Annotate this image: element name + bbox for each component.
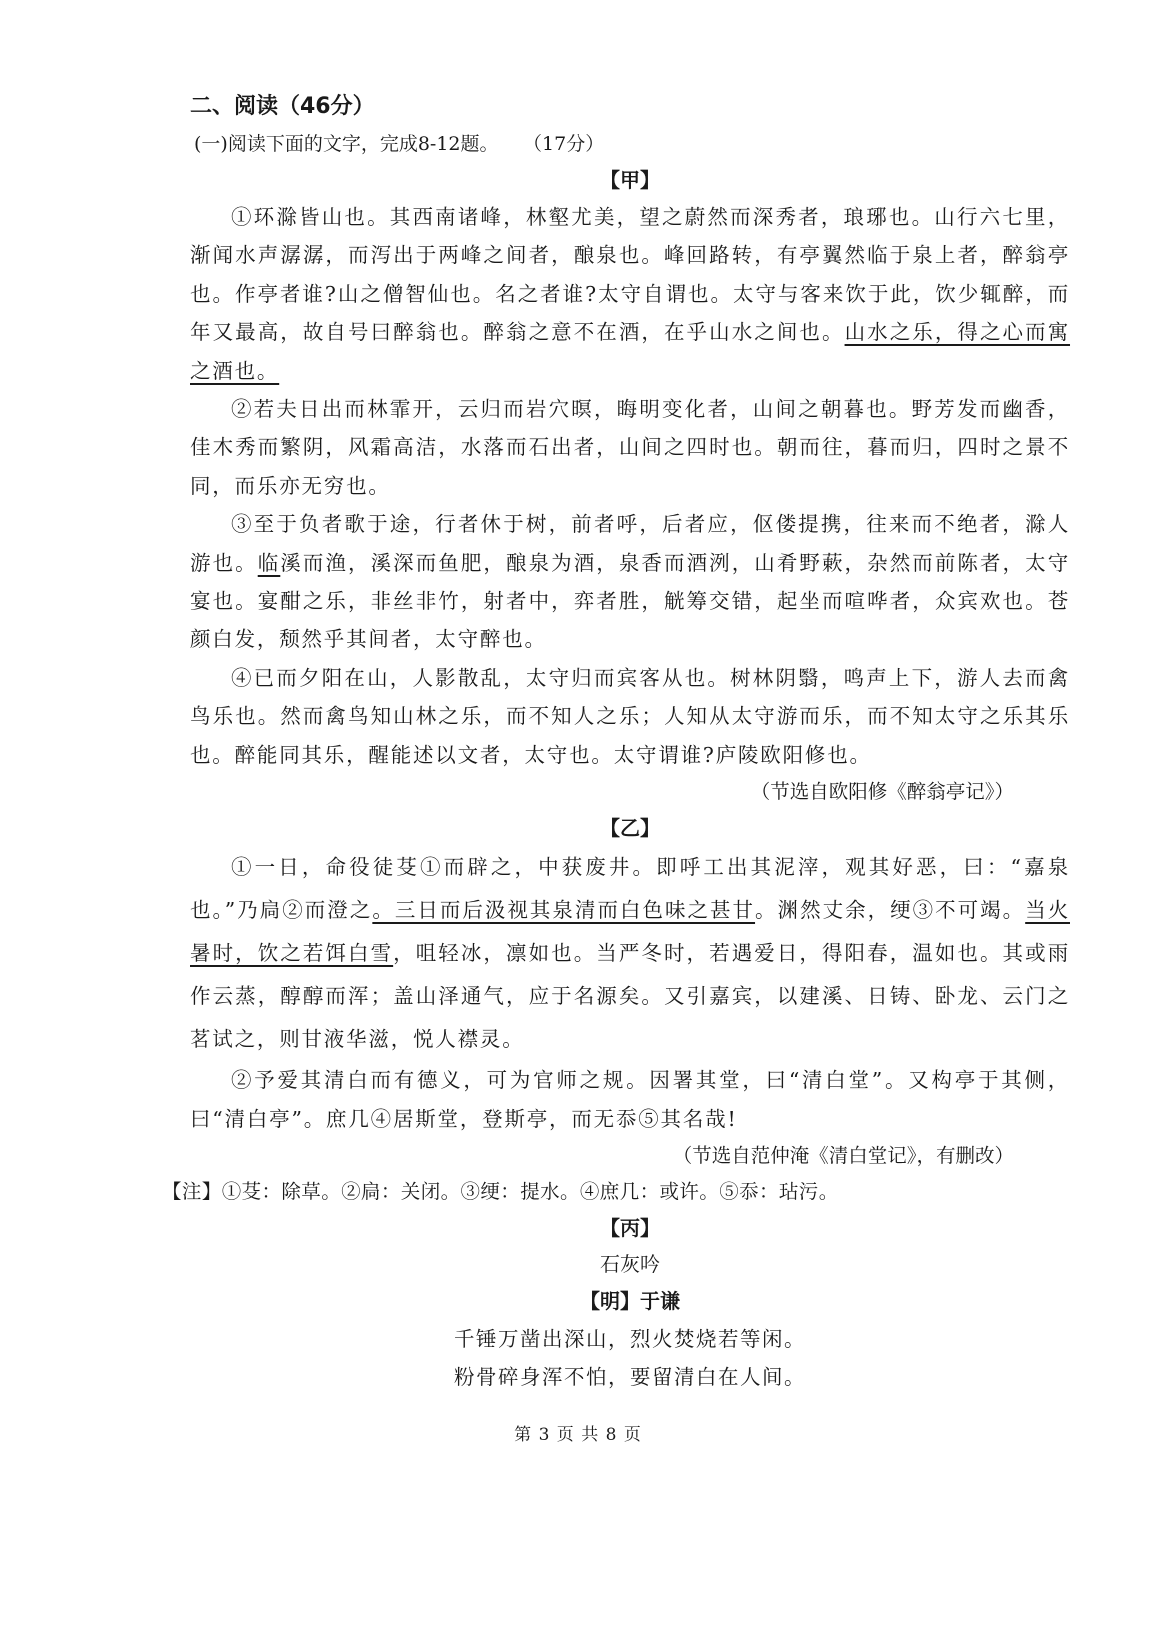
jia-p1-text: ①环滁皆山也。其西南诸峰，林壑尤美，望之蔚然而深秀者，琅琊也。山行六七里，渐闻水声潺潺，而泻出于两峰之间者，酿泉也。峰回路转，有亭翼然临于泉上者，醉翁亭也。作亭者谁?山之僧智仙也。名之者谁?太守自谓也。太守与客来饮于此，饮少辄醉，而年又最高，故自号曰醉翁也。醉翁之意不在酒，在乎山水之间也。 bbox=[190, 205, 1070, 345]
passage-jia-paragraph-2: ②若夫日出而林霏开，云归而岩穴暝，晦明变化者，山间之朝暮也。野芳发而幽香，佳木秀而繁阴，风霜高洁，水落而石出者，山间之四时也。朝而往，暮而归，四时之景不同，而乐亦无穷也。 bbox=[190, 397, 1070, 498]
sub-question-title bbox=[190, 126, 1070, 162]
poem-line-2: 粉骨碎身浑不怕，要留清白在人间。 bbox=[454, 1364, 806, 1389]
passage-jia-paragraph-4: ④已而夕阳在山，人影散乱，太守归而宾客从也。树林阴翳，鸣声上下，游人去而禽鸟乐也。然而禽鸟知山林之乐，而不知人之乐；人知从太守游而乐，而不知太守之乐其乐也。醉能同其乐，醒能述以文者，太守也。太守谓谁?庐陵欧阳修也。 bbox=[190, 665, 1070, 767]
yi-p1-text-b: 。渊然丈余，绠③不可竭。 bbox=[755, 898, 1026, 923]
yi-p1-underlined-1: 。三日而后汲视其泉清而白色味之甚甘 bbox=[372, 898, 756, 923]
passage-jia-paragraph-3 bbox=[190, 505, 1070, 659]
passage-yi-source: （节选自范仲淹《清白堂记》，有删改） bbox=[672, 1143, 1014, 1167]
passage-yi-notes: 【注】①芟：除草。②扃：关闭。③绠：提水。④庶几：或许。⑤忝：玷污。 bbox=[162, 1179, 839, 1203]
yi-p1-text-c: ，咀轻冰，凛如也。当严冬时，若遇爱日，得阳春，温如也。其或雨作云蒸，醇醇而浑；盖山泽通气，应于名源矣。又引嘉宾，以建溪、日铸、卧龙、云门之茗试之，则甘液华滋，悦人襟灵。 bbox=[190, 941, 1070, 1052]
sub-question-text: (一)阅读下面的文字，完成8-12题。 bbox=[194, 133, 499, 155]
passage-jia-heading: 【甲】 bbox=[600, 168, 660, 192]
passage-yi-heading: 【乙】 bbox=[600, 816, 660, 841]
yi-p1-text-a: ①一日，命役徒芟①而辟之，中获废井。即呼工出其泥滓，观其好恶，曰：“嘉泉也。”乃扃②而澄之 bbox=[190, 855, 1070, 923]
yi-p1-underlined-2: 当火暑时，饮之若饵白雪 bbox=[190, 898, 1070, 966]
jia-p3-underlined: 临 bbox=[257, 550, 281, 575]
passage-jia-paragraph-1 bbox=[190, 198, 1070, 390]
page-number: 第 3 页 共 8 页 bbox=[514, 1425, 642, 1445]
jia-p3-text-a: ③至于负者歌于途，行者休于树，前者呼，后者应，伛偻提携，往来而不绝者，滁人游也。 bbox=[190, 512, 1070, 575]
poem-title: 石灰吟 bbox=[600, 1251, 660, 1276]
reading-section bbox=[162, 88, 1071, 1396]
passage-yi-paragraph-1 bbox=[190, 846, 1070, 1061]
section-title: 二、阅读（46分） bbox=[190, 94, 375, 119]
jia-p3-text-b: 溪而渔，溪深而鱼肥，酿泉为酒，泉香而酒洌，山肴野蔌，杂然而前陈者，太守宴也。宴酣之乐，非丝非竹，射者中，弈者胜，觥筹交错，起坐而喧哗者，众宾欢也。苍颜白发，颓然乎其间者，太守醉也。 bbox=[190, 550, 1070, 652]
sub-question-score: （17分） bbox=[532, 133, 605, 155]
passage-bing-heading: 【丙】 bbox=[600, 1215, 660, 1240]
poem-line-1: 千锤万凿出深山，烈火焚烧若等闲。 bbox=[454, 1326, 806, 1351]
passage-yi-paragraph-2: ②予爱其清白而有德义，可为官师之规。因署其堂，曰“清白堂”。又构亭于其侧，曰“清白亭”。庶几④居斯堂，登斯亭，而无忝⑤其名哉! bbox=[190, 1068, 1070, 1131]
passage-jia-source: （节选自欧阳修《醉翁亭记》） bbox=[750, 780, 1014, 804]
poem-author: 【明】于谦 bbox=[580, 1288, 680, 1313]
jia-p1-underlined: 山水之乐，得之心而寓之酒也。 bbox=[190, 320, 1071, 383]
